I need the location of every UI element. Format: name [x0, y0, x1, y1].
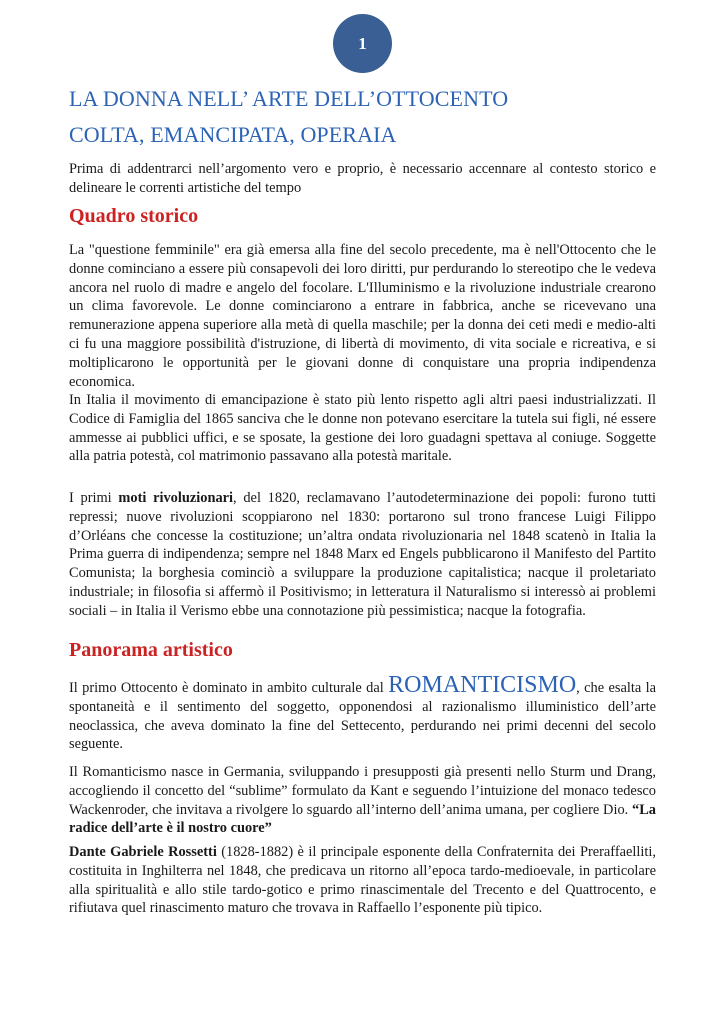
artistico-p3-body: (1828-1882) è il principale esponente della Confraternita dei Preraffaelliti, costituita in Inghilterra nel 1848, che predicava un ritorno all’epoca tardo-medioevale, in particolare alla spiritualità e allo stile tardo-gotico e primo rinascimentale del Trecento e del Quattrocento, e rifiutava quel rinascimento maturo che trovava in Raffaello l’esponente più tipico. — [69, 844, 656, 917]
artistico-paragraph-3 — [69, 843, 656, 918]
storico-paragraph-2: In Italia il movimento di emancipazione è stato più lento rispetto agli altri paesi industrializzati. Il Codice di Famiglia del 1865 sanciva che le donne non potevano esercitare la tutela sui figli, né essere ammesse ai pubblici uffici, e se sposate, la gestione dei loro guadagni spettava al coniuge. Soggette alla patria potestà, col matrimonio passavano alla potestà maritale. — [69, 392, 656, 465]
storico-paragraph-3 — [69, 489, 656, 621]
artistico-p1-body: , che esalta la spontaneità e il sentimento del soggetto, opponendosi al razionalismo illuministico dell’arte neoclassica, che aveva dominato la fine del Settecento, perdurando nei primi decenni del secolo seguente. — [69, 680, 656, 753]
storico-p3-body: , del 1820, reclamavano l’autodeterminazione dei popoli: furono tutti repressi; nuove rivoluzioni scoppiarono nel 1830: portarono sul trono francese Luigi Filippo d’Orléans che concesse la costituzione; un’altra ondata rivoluzionaria nel 1848 scatenò in Italia la Prima guerra di indipendenza; sempre nel 1848 Marx ed Engels pubblicarono il Manifesto del Partito Comunista; la borghesia cominciò a sviluppare la produzione capitalistica; nacque il proletariato industriale; in filosofia si affermò il Positivismo; in letteratura il Naturalismo si interessò ai problemi sociali – in Italia il Verismo ebbe una connotazione più pessimistica; nacque la fotografia. — [69, 490, 656, 619]
storico-paragraph-1: La "questione femminile" era già emersa alla fine del secolo precedente, ma è nell'Ottocento che le donne cominciano a essere più consapevoli dei loro diritti, pur perdurando lo stereotipo che le vedeva ancora nel ruolo di madre e angelo del focolare. L'Illuminismo e la rivoluzione industriale crearono un clima favorevole. Le donne cominciarono a entrare in fabbrica, anche se ricevevano una remunerazione appena superiore alla metà di quella maschile; per la donna dei ceti medi e medio-alti ci fu una maggiore possibilità d'istruzione, di libertà di movimento, di vita sociale e ricreativa, e si moltiplicarono le opportunità per le giovani donne di conquistare una propria indipendenza economica. — [69, 242, 656, 390]
artistico-quote: “La radice dell’arte è il nostro cuore” — [69, 801, 656, 837]
romanticismo-term: ROMANTICISMO — [388, 672, 577, 698]
artistico-p2-body: Il Romanticismo nasce in Germania, sviluppando i presupposti già presenti nello Sturm und Drang, accogliendo il concetto del “sublime” formulato da Kant e seguendo l’intuizione del monaco tedesco Wackenroder, che invitava a rivolgere lo sguardo all’interno dell’anima umana, per cogliere Dio. — [69, 764, 656, 818]
intro-paragraph: Prima di addentrarci nell’argomento vero e proprio, è necessario accennare al contesto storico e delineare le correnti artistiche del tempo — [69, 161, 656, 196]
moti-rivoluzionari-term: moti rivoluzionari — [118, 490, 234, 506]
artistico-paragraph-1 — [69, 672, 656, 754]
section-heading-quadro-storico: Quadro storico — [69, 205, 199, 227]
document-title: LA DONNA NELL’ ARTE DELL’OTTOCENTO — [69, 86, 509, 111]
rossetti-name: Dante Gabriele Rossetti — [69, 844, 217, 860]
section-heading-panorama-artistico: Panorama artistico — [69, 639, 233, 661]
artistico-p1-lead: Il primo Ottocento è dominato in ambito culturale dal — [69, 680, 389, 696]
storico-p3-lead: I primi — [69, 490, 119, 506]
page-number: 1 — [358, 33, 367, 53]
page-number-badge — [333, 14, 392, 73]
artistico-paragraph-2 — [69, 763, 656, 838]
document-subtitle: COLTA, EMANCIPATA, OPERAIA — [69, 122, 397, 147]
